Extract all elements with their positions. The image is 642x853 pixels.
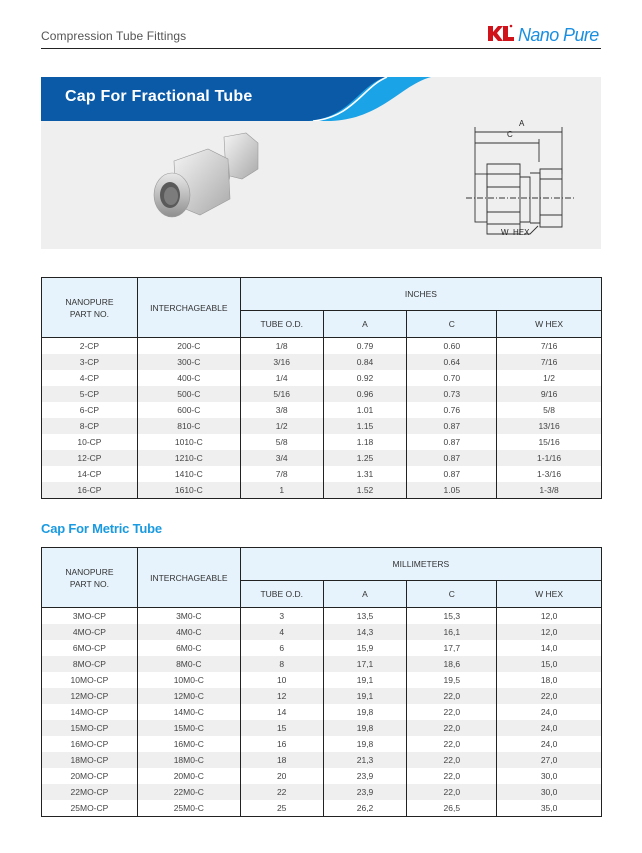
cell-c: 22,0	[407, 752, 497, 768]
cell-c: 0.87	[407, 434, 497, 450]
cell-w-hex: 15,0	[497, 656, 602, 672]
cell-tube-od: 22	[240, 784, 323, 800]
cell-part-no: 10MO-CP	[42, 672, 138, 688]
table-row	[42, 434, 602, 450]
cell-interchangeable: 500-C	[137, 386, 240, 402]
cell-interchangeable: 1410-C	[137, 466, 240, 482]
cell-interchangeable: 400-C	[137, 370, 240, 386]
cell-part-no: 6MO-CP	[42, 640, 138, 656]
metric-table-body	[42, 608, 602, 817]
cell-tube-od: 3/4	[240, 450, 323, 466]
cell-interchangeable: 6M0-C	[137, 640, 240, 656]
cell-interchangeable: 1010-C	[137, 434, 240, 450]
brand-logo-text: Nano Pure	[518, 25, 599, 45]
cell-c: 22,0	[407, 768, 497, 784]
product-hero	[41, 77, 601, 249]
cell-a: 13,5	[323, 608, 407, 625]
cell-a: 1.15	[323, 418, 407, 434]
cell-a: 19,8	[323, 736, 407, 752]
cell-c: 17,7	[407, 640, 497, 656]
cell-part-no: 5-CP	[42, 386, 138, 402]
cell-w-hex: 1-1/16	[497, 450, 602, 466]
cell-w-hex: 1-3/8	[497, 482, 602, 499]
cell-part-no: 12MO-CP	[42, 688, 138, 704]
cell-a: 0.96	[323, 386, 407, 402]
cell-w-hex: 9/16	[497, 386, 602, 402]
header-w-hex: W HEX	[497, 311, 602, 338]
cell-c: 0.87	[407, 450, 497, 466]
product-photo	[146, 129, 266, 234]
cell-w-hex: 18,0	[497, 672, 602, 688]
cell-interchangeable: 12M0-C	[137, 688, 240, 704]
cell-tube-od: 3	[240, 608, 323, 625]
cell-c: 22,0	[407, 720, 497, 736]
cell-tube-od: 5/8	[240, 434, 323, 450]
table-row	[42, 402, 602, 418]
cell-part-no: 18MO-CP	[42, 752, 138, 768]
cell-w-hex: 24,0	[497, 720, 602, 736]
cell-a: 14,3	[323, 624, 407, 640]
header-tube-od: TUBE O.D.	[240, 581, 323, 608]
header-part-no: NANOPURE PART NO.	[42, 548, 138, 608]
cell-w-hex: 5/8	[497, 402, 602, 418]
header-group-millimeters: MILLIMETERS	[240, 548, 601, 581]
cell-w-hex: 35,0	[497, 800, 602, 817]
cell-part-no: 20MO-CP	[42, 768, 138, 784]
dimension-label-a: A	[519, 119, 525, 128]
cell-w-hex: 27,0	[497, 752, 602, 768]
cell-c: 0.64	[407, 354, 497, 370]
cell-c: 22,0	[407, 784, 497, 800]
cell-c: 0.87	[407, 418, 497, 434]
cell-interchangeable: 10M0-C	[137, 672, 240, 688]
section-title-metric: Cap For Metric Tube	[41, 521, 162, 536]
table-row	[42, 640, 602, 656]
cell-c: 0.76	[407, 402, 497, 418]
cell-interchangeable: 14M0-C	[137, 704, 240, 720]
cell-a: 0.79	[323, 338, 407, 355]
cell-tube-od: 18	[240, 752, 323, 768]
cell-tube-od: 3/16	[240, 354, 323, 370]
cell-w-hex: 12,0	[497, 608, 602, 625]
cell-part-no: 15MO-CP	[42, 720, 138, 736]
hero-title: Cap For Fractional Tube	[65, 88, 253, 105]
cell-w-hex: 24,0	[497, 704, 602, 720]
cell-tube-od: 12	[240, 688, 323, 704]
header-tube-od: TUBE O.D.	[240, 311, 323, 338]
cell-a: 23,9	[323, 784, 407, 800]
cell-c: 16,1	[407, 624, 497, 640]
header-group-inches: INCHES	[240, 278, 601, 311]
table-row	[42, 752, 602, 768]
cell-part-no: 14-CP	[42, 466, 138, 482]
cell-w-hex: 7/16	[497, 354, 602, 370]
cell-a: 19,1	[323, 688, 407, 704]
cell-part-no: 16-CP	[42, 482, 138, 499]
cell-a: 26,2	[323, 800, 407, 817]
fractional-table-body	[42, 338, 602, 499]
table-row	[42, 624, 602, 640]
cell-a: 1.25	[323, 450, 407, 466]
cell-a: 17,1	[323, 656, 407, 672]
header-interchangeable: INTERCHAGEABLE	[137, 278, 240, 338]
cell-a: 19,8	[323, 704, 407, 720]
cell-interchangeable: 20M0-C	[137, 768, 240, 784]
cell-w-hex: 30,0	[497, 784, 602, 800]
cell-part-no: 16MO-CP	[42, 736, 138, 752]
header-w-hex: W HEX	[497, 581, 602, 608]
cell-interchangeable: 8M0-C	[137, 656, 240, 672]
cell-tube-od: 4	[240, 624, 323, 640]
cell-part-no: 4-CP	[42, 370, 138, 386]
table-row	[42, 386, 602, 402]
table-row	[42, 450, 602, 466]
table-row	[42, 418, 602, 434]
cell-interchangeable: 18M0-C	[137, 752, 240, 768]
table-row	[42, 608, 602, 625]
table-row	[42, 720, 602, 736]
cell-w-hex: 24,0	[497, 736, 602, 752]
table-row	[42, 736, 602, 752]
cell-part-no: 22MO-CP	[42, 784, 138, 800]
table-row	[42, 370, 602, 386]
cell-a: 19,1	[323, 672, 407, 688]
table-row	[42, 704, 602, 720]
cell-a: 1.52	[323, 482, 407, 499]
cell-interchangeable: 25M0-C	[137, 800, 240, 817]
cell-tube-od: 1	[240, 482, 323, 499]
cell-tube-od: 3/8	[240, 402, 323, 418]
cell-tube-od: 10	[240, 672, 323, 688]
cell-interchangeable: 600-C	[137, 402, 240, 418]
cell-tube-od: 15	[240, 720, 323, 736]
page-header-title: Compression Tube Fittings	[41, 29, 187, 43]
cell-c: 0.60	[407, 338, 497, 355]
header-interchangeable: INTERCHAGEABLE	[137, 548, 240, 608]
dimension-label-c: C	[507, 130, 513, 139]
cell-tube-od: 25	[240, 800, 323, 817]
cell-w-hex: 7/16	[497, 338, 602, 355]
cell-tube-od: 5/16	[240, 386, 323, 402]
cell-a: 1.01	[323, 402, 407, 418]
cell-a: 19,8	[323, 720, 407, 736]
cell-c: 22,0	[407, 688, 497, 704]
cell-a: 0.84	[323, 354, 407, 370]
cell-tube-od: 1/8	[240, 338, 323, 355]
cell-w-hex: 22,0	[497, 688, 602, 704]
cell-a: 1.31	[323, 466, 407, 482]
cell-w-hex: 30,0	[497, 768, 602, 784]
cell-c: 26,5	[407, 800, 497, 817]
cell-tube-od: 7/8	[240, 466, 323, 482]
cell-c: 22,0	[407, 736, 497, 752]
cell-interchangeable: 200-C	[137, 338, 240, 355]
brand-logo	[486, 18, 599, 46]
cell-tube-od: 16	[240, 736, 323, 752]
header-divider	[41, 48, 601, 49]
cell-interchangeable: 22M0-C	[137, 784, 240, 800]
cell-tube-od: 14	[240, 704, 323, 720]
table-row	[42, 768, 602, 784]
cell-tube-od: 8	[240, 656, 323, 672]
cell-tube-od: 1/2	[240, 418, 323, 434]
table-row	[42, 688, 602, 704]
cell-a: 15,9	[323, 640, 407, 656]
cell-part-no: 25MO-CP	[42, 800, 138, 817]
cell-interchangeable: 16M0-C	[137, 736, 240, 752]
cell-a: 1.18	[323, 434, 407, 450]
dimension-drawing	[466, 117, 586, 237]
cell-part-no: 8-CP	[42, 418, 138, 434]
cell-tube-od: 1/4	[240, 370, 323, 386]
cell-a: 23,9	[323, 768, 407, 784]
kl-logo-mark-icon	[486, 22, 516, 46]
cell-tube-od: 20	[240, 768, 323, 784]
cell-c: 0.70	[407, 370, 497, 386]
cell-part-no: 6-CP	[42, 402, 138, 418]
cell-c: 19,5	[407, 672, 497, 688]
cell-w-hex: 14,0	[497, 640, 602, 656]
cell-w-hex: 15/16	[497, 434, 602, 450]
cell-c: 0.87	[407, 466, 497, 482]
table-row	[42, 482, 602, 499]
cell-interchangeable: 300-C	[137, 354, 240, 370]
cell-interchangeable: 15M0-C	[137, 720, 240, 736]
header-a: A	[323, 311, 407, 338]
cell-c: 18,6	[407, 656, 497, 672]
cell-interchangeable: 4M0-C	[137, 624, 240, 640]
cell-part-no: 12-CP	[42, 450, 138, 466]
header-part-no: NANOPURE PART NO.	[42, 278, 138, 338]
cell-interchangeable: 1610-C	[137, 482, 240, 499]
cell-interchangeable: 1210-C	[137, 450, 240, 466]
table-row	[42, 354, 602, 370]
header-a: A	[323, 581, 407, 608]
cell-w-hex: 13/16	[497, 418, 602, 434]
cell-part-no: 14MO-CP	[42, 704, 138, 720]
cell-w-hex: 12,0	[497, 624, 602, 640]
table-row	[42, 338, 602, 355]
cell-a: 21,3	[323, 752, 407, 768]
cell-interchangeable: 3M0-C	[137, 608, 240, 625]
table-row	[42, 466, 602, 482]
header-c: C	[407, 311, 497, 338]
cell-part-no: 10-CP	[42, 434, 138, 450]
cell-c: 22,0	[407, 704, 497, 720]
metric-spec-table	[41, 547, 602, 817]
cell-interchangeable: 810-C	[137, 418, 240, 434]
header-c: C	[407, 581, 497, 608]
cell-part-no: 8MO-CP	[42, 656, 138, 672]
cell-part-no: 2-CP	[42, 338, 138, 355]
cell-tube-od: 6	[240, 640, 323, 656]
cell-w-hex: 1-3/16	[497, 466, 602, 482]
cell-c: 15,3	[407, 608, 497, 625]
table-row	[42, 656, 602, 672]
cell-a: 0.92	[323, 370, 407, 386]
fractional-spec-table	[41, 277, 602, 499]
table-row	[42, 784, 602, 800]
table-row	[42, 672, 602, 688]
cell-part-no: 3-CP	[42, 354, 138, 370]
cell-w-hex: 1/2	[497, 370, 602, 386]
cell-c: 1.05	[407, 482, 497, 499]
cell-c: 0.73	[407, 386, 497, 402]
dimension-label-w-hex: W HEX	[501, 228, 530, 237]
cell-part-no: 4MO-CP	[42, 624, 138, 640]
cell-part-no: 3MO-CP	[42, 608, 138, 625]
table-row	[42, 800, 602, 817]
